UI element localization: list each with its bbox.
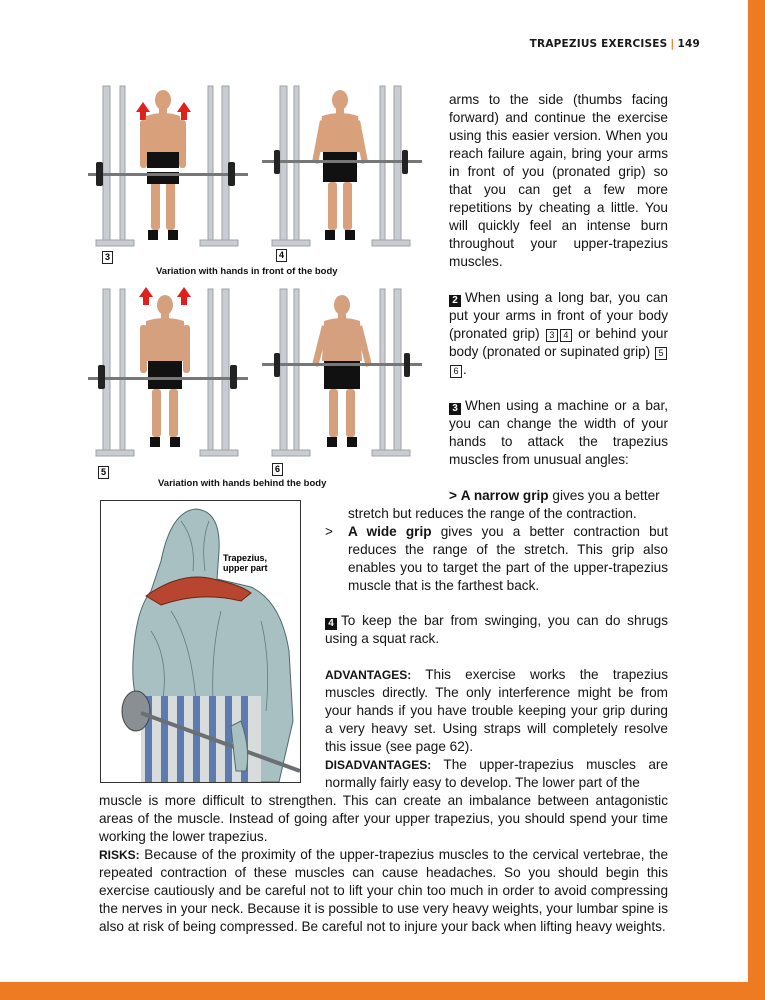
narrow-grip-line1 [449, 487, 668, 505]
photo-ref: 6 [450, 365, 462, 378]
trapezius-anatomy-drawing [101, 501, 300, 782]
header-separator: | [670, 38, 675, 50]
photo-number: 6 [272, 463, 283, 476]
photo-ref: 3 [546, 329, 558, 342]
paragraph-continuation: arms to the side (thumbs facing forward) and continue the exercise using this easier version. When you reach failure again, bring your arms in front of you (pronated grip) so that you can get a few more repetitions by cheating a little. You will quickly feel an intense burn throughout your upper-trapezius muscles. [449, 92, 668, 269]
anatomy-label-line2: upper part [223, 563, 268, 573]
step-number: 4 [325, 618, 337, 630]
step-number: 3 [449, 403, 461, 415]
photo-back-hands-wide [262, 285, 422, 460]
advantages-paragraph [325, 666, 668, 756]
anatomy-label [223, 553, 268, 573]
up-arrow-icon [139, 287, 153, 305]
p2-text-b: or behind your body (pronated or supinated grip) [449, 326, 668, 359]
photo-number: 3 [102, 251, 113, 264]
p2-end: . [463, 362, 467, 377]
photo-ref: 5 [655, 347, 667, 360]
up-arrow-icon [177, 287, 191, 305]
section-title: TRAPEZIUS EXERCISES [529, 38, 668, 50]
photo-number: 4 [276, 249, 287, 262]
paragraph-long-bar [449, 289, 668, 379]
advantages-label: ADVANTAGES: [325, 668, 412, 682]
photo-front-hands-wide [262, 82, 422, 250]
running-header [530, 38, 700, 50]
wide-grip-text-b: reduces the range of the stretch. This grip also enables you to target the part of the upper-trapezius muscle that is the farthest back. [348, 542, 668, 593]
wide-grip-paragraph [348, 523, 668, 595]
wide-grip-text-a: gives you a better contraction but [440, 524, 669, 539]
paragraph-squat-rack [325, 612, 668, 648]
step-number: 2 [449, 295, 461, 307]
p3-text: When using a machine or a bar, you can change the width of your hands to attack the trapezius muscles from unusual angles: [449, 398, 668, 467]
narrow-grip-line2: stretch but reduces the range of the contraction. [348, 506, 637, 521]
disadvantages-label: DISADVANTAGES: [325, 758, 432, 772]
narrow-grip-label: A narrow grip [460, 488, 549, 503]
caption-behind: Variation with hands behind the body [158, 478, 327, 489]
anatomy-illustration [100, 500, 301, 783]
photo-number: 5 [98, 466, 109, 479]
page-number: 149 [677, 38, 700, 50]
caption-front: Variation with hands in front of the body [156, 266, 338, 277]
narrow-grip-text-a: gives you a better [552, 488, 660, 503]
p2-text-a: When using a long bar, you can put your arms in front of your body (pronated grip) [449, 290, 668, 341]
advantages-text: This exercise works the trapezius muscles directly. The only interference might be from your hands if you have trouble keeping your grip during a very heavy set. Using straps will completely resolve this issue (see page 62). [325, 667, 668, 754]
risks-text: Because of the proximity of the upper-trapezius muscles to the cervical vertebrae, the repeated contraction of these muscles can cause headaches. So you should begin this exercise cautiously and be careful not to lift your chin too much in order to avoid compressing the nerves in your neck. Because it is possible to use very heavy weights, your lumbar spine is also at risk of being compressed. Be careful not to injure your back when lifting heavy weights. [99, 847, 668, 934]
risks-paragraph [99, 846, 668, 936]
wide-grip-label: A wide grip [348, 524, 432, 539]
disadvantages-line [325, 756, 668, 792]
photo-ref: 4 [560, 329, 572, 342]
paragraph-hand-width [449, 397, 668, 469]
bullet-marker: > [449, 488, 457, 503]
photo-front-hands-front [88, 82, 248, 250]
bullet-marker: > [325, 524, 333, 539]
disadvantages-continuation: muscle is more difficult to strengthen. This can create an imbalance between antagonistic areas of the muscle. Instead of going after your upper trapezius, you should spend your time working the lower trapezius. [99, 793, 668, 844]
photo-back-hands-behind [88, 285, 248, 460]
disadvantages-text-a: The upper-trapezius muscles are normally fairly easy to develop. The lower part of the [325, 757, 669, 790]
risks-label: RISKS: [99, 848, 140, 862]
p4-text: To keep the bar from swinging, you can do shrugs using a squat rack. [325, 613, 668, 646]
anatomy-label-line1: Trapezius, [223, 553, 268, 563]
